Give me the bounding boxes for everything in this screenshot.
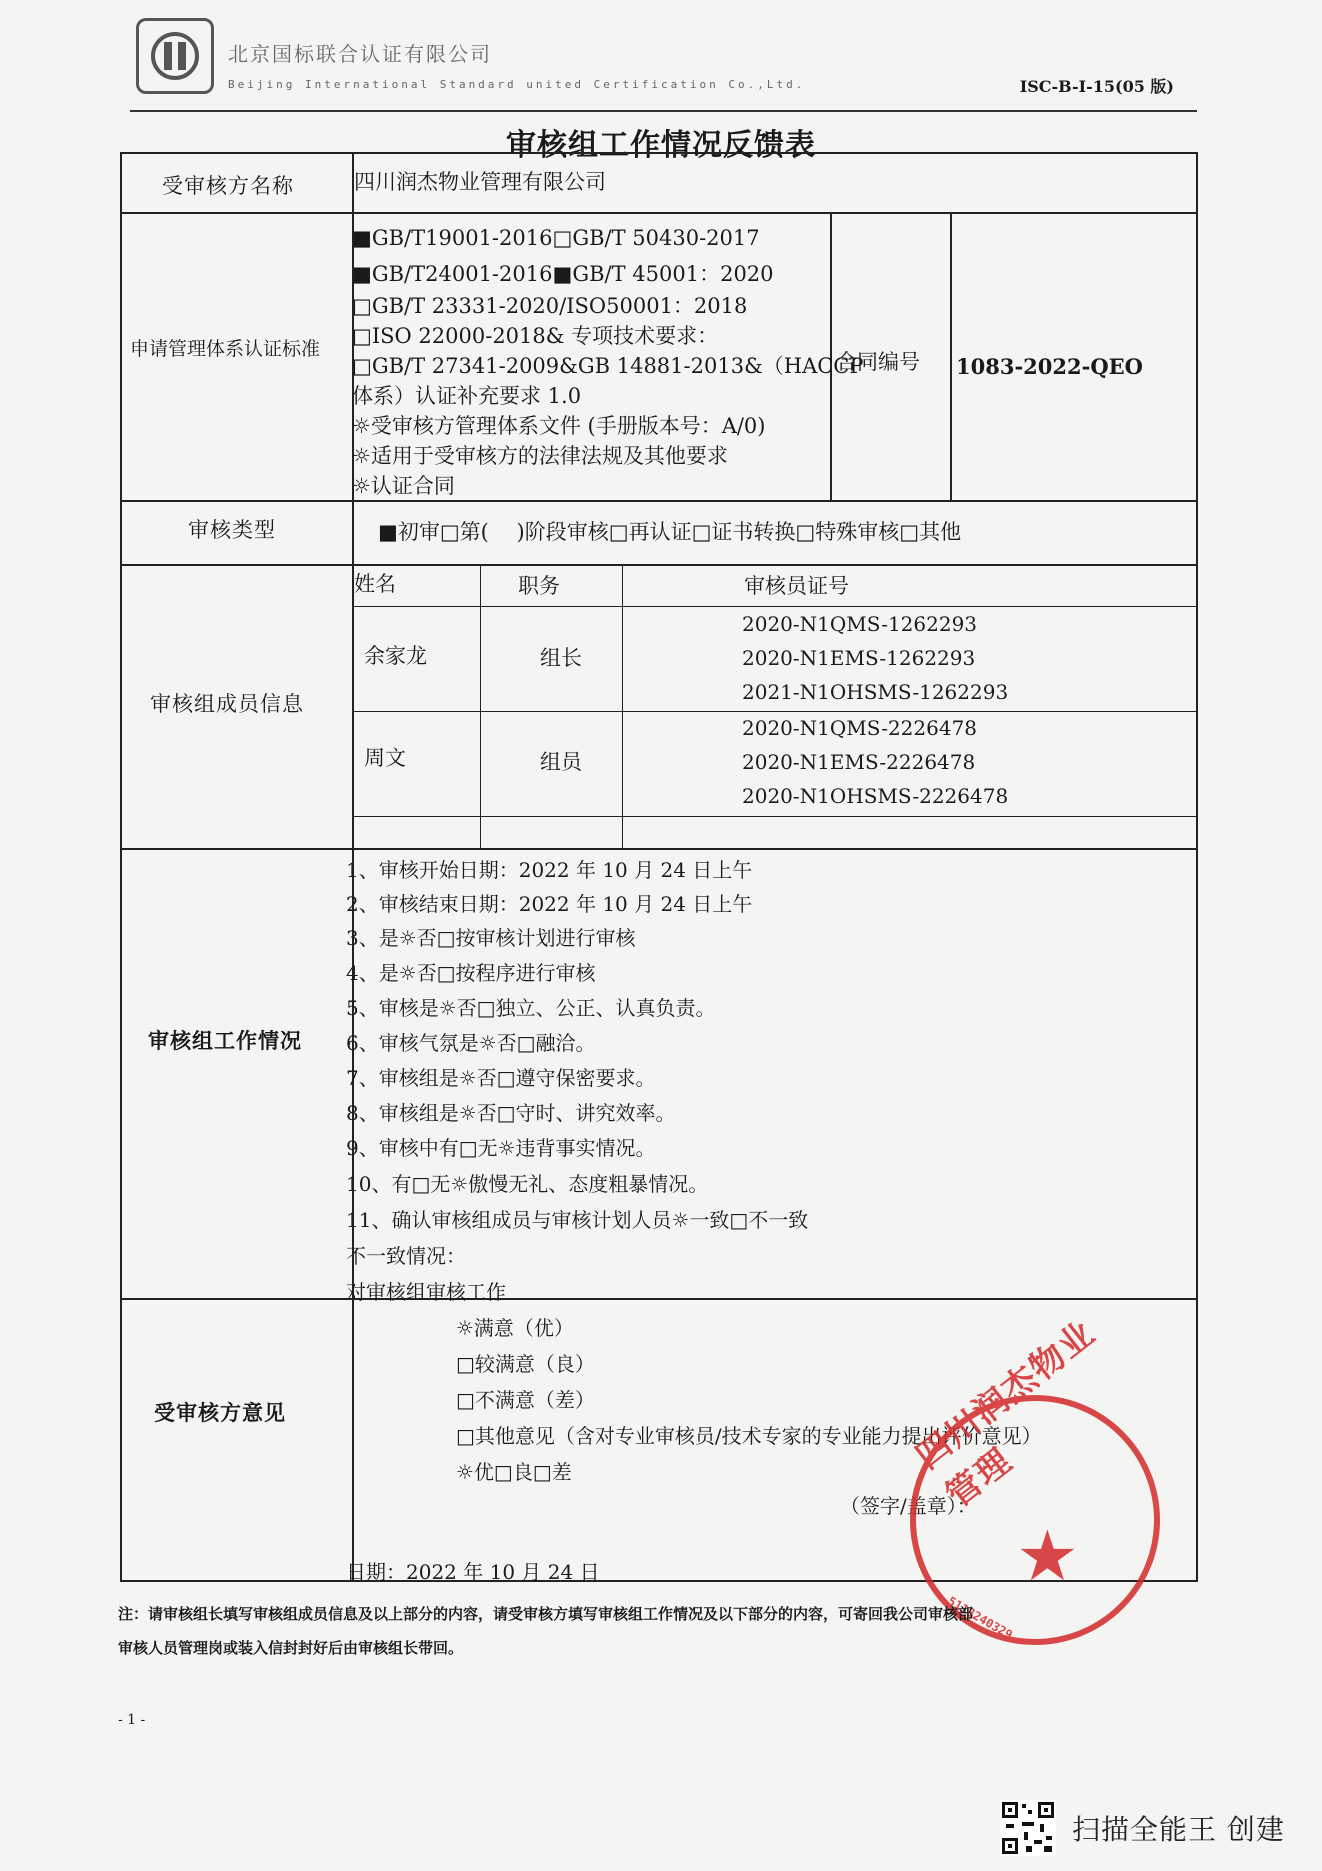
standard-line: □GB/T 23331-2020/ISO50001：2018 xyxy=(352,294,748,318)
member-cert: 2020-N1QMS-2226478 xyxy=(742,716,978,740)
col-divider xyxy=(622,564,623,848)
standard-line: 体系）认证补充要求 1.0 xyxy=(352,384,582,408)
seal-text: 四川润杰物业管理 xyxy=(908,1312,1104,1516)
header-divider xyxy=(130,110,1197,112)
col-divider xyxy=(950,212,952,500)
opinion-option: □不满意（差） xyxy=(456,1388,595,1412)
contract-no-label: 合同编号 xyxy=(836,350,920,374)
work-item: 7、审核组是☼否□遵守保密要求。 xyxy=(346,1066,656,1090)
work-item: 2、审核结束日期：2022 年 10 月 24 日上午 xyxy=(346,892,753,916)
company-name-en: Beijing International Standard united Certification Co.,Ltd. xyxy=(228,78,806,91)
signature-label: （签字/盖章）： xyxy=(840,1494,977,1518)
row-divider xyxy=(352,711,1196,712)
opinion-option: ☼优□良□差 xyxy=(456,1460,572,1484)
row-divider xyxy=(122,1298,1196,1300)
team-header-name: 姓名 xyxy=(354,572,396,596)
contract-no-value: 1083-2022-QEO xyxy=(956,354,1143,379)
standard-line: ■GB/T19001-2016□GB/T 50430-2017 xyxy=(352,226,760,250)
work-item: 9、审核中有□无☼违背事实情况。 xyxy=(346,1136,656,1160)
row-divider xyxy=(352,816,1196,817)
standards-label: 申请管理体系认证标准 xyxy=(130,338,321,360)
standard-line: □ISO 22000-2018& 专项技术要求： xyxy=(352,324,719,348)
company-logo xyxy=(136,18,214,94)
member-cert: 2020-N1OHSMS-2226478 xyxy=(742,784,1009,808)
footnote-line-1: 注：请审核组长填写审核组成员信息及以上部分的内容，请受审核方填写审核组工作情况及以下部分的内容，可寄回我公司审核部 xyxy=(118,1605,974,1623)
work-item: 1、审核开始日期：2022 年 10 月 24 日上午 xyxy=(346,858,753,882)
team-header-cert: 审核员证号 xyxy=(744,574,849,598)
page-title: 审核组工作情况反馈表 xyxy=(506,128,816,163)
member-cert: 2020-N1EMS-2226478 xyxy=(742,750,976,774)
logo-icon xyxy=(146,28,204,84)
seal-number: 5118240329 xyxy=(945,1593,1015,1643)
team-header-role: 职务 xyxy=(518,574,560,598)
work-item: 5、审核是☼否□独立、公正、认真负责。 xyxy=(346,996,716,1020)
work-item: 不一致情况： xyxy=(346,1244,466,1268)
member-role: 组员 xyxy=(540,750,582,774)
opinion-label: 受审核方意见 xyxy=(154,1400,286,1425)
standard-line: □GB/T 27341-2009&GB 14881-2013&（HACCP xyxy=(352,354,864,378)
col-divider xyxy=(480,564,481,848)
seal-star-icon: ★ xyxy=(1016,1515,1079,1597)
member-role: 组长 xyxy=(540,646,582,670)
work-item: 11、确认审核组成员与审核计划人员☼一致□不一致 xyxy=(346,1208,809,1232)
standard-line: ☼受审核方管理体系文件 (手册版本号：A/0) xyxy=(352,414,766,438)
auditee-value: 四川润杰物业管理有限公司 xyxy=(354,170,606,194)
opinion-intro: 对审核组审核工作 xyxy=(346,1280,506,1304)
row-divider xyxy=(122,212,1196,214)
work-item: 4、是☼否□按程序进行审核 xyxy=(346,961,596,985)
work-item: 10、有□无☼傲慢无礼、态度粗暴情况。 xyxy=(346,1172,709,1196)
company-name-cn: 北京国标联合认证有限公司 xyxy=(228,42,492,66)
opinion-date: 日期：2022 年 10 月 24 日 xyxy=(346,1560,600,1584)
auditee-label: 受审核方名称 xyxy=(162,174,294,198)
standard-line: ☼适用于受审核方的法律法规及其他要求 xyxy=(352,444,728,468)
member-cert: 2020-N1QMS-1262293 xyxy=(742,612,978,636)
footnote-line-2: 审核人员管理岗或装入信封封好后由审核组长带回。 xyxy=(118,1639,464,1657)
member-name: 余家龙 xyxy=(364,644,427,668)
document-code: ISC-B-I-15(05 版) xyxy=(1019,77,1174,96)
audit-type-label: 审核类型 xyxy=(188,518,276,542)
opinion-option: □较满意（良） xyxy=(456,1352,595,1376)
work-item: 6、审核气氛是☼否□融洽。 xyxy=(346,1031,596,1055)
scanner-watermark xyxy=(1000,1800,1285,1856)
work-item: 3、是☼否□按审核计划进行审核 xyxy=(346,926,636,950)
scanner-text: 扫描全能王 创建 xyxy=(1072,1813,1285,1846)
standard-line: ■GB/T24001-2016■GB/T 45001：2020 xyxy=(352,262,774,286)
member-name: 周文 xyxy=(364,746,406,770)
member-cert: 2020-N1EMS-1262293 xyxy=(742,646,976,670)
work-label: 审核组工作情况 xyxy=(148,1028,302,1053)
page-number: - 1 - xyxy=(118,1712,146,1728)
work-item: 8、审核组是☼否□守时、讲究效率。 xyxy=(346,1101,676,1125)
member-cert: 2021-N1OHSMS-1262293 xyxy=(742,680,1009,704)
row-divider xyxy=(352,606,1196,607)
team-label: 审核组成员信息 xyxy=(150,692,304,716)
row-divider xyxy=(122,500,1196,502)
standard-line: ☼认证合同 xyxy=(352,474,455,498)
row-divider xyxy=(122,564,1196,566)
audit-type-value: ■初审□第( )阶段审核□再认证□证书转换□特殊审核□其他 xyxy=(378,520,962,544)
opinion-option: □其他意见（含对专业审核员/技术专家的专业能力提出评价意见） xyxy=(456,1424,1042,1448)
qr-code-icon xyxy=(1000,1800,1056,1856)
opinion-option: ☼满意（优） xyxy=(456,1316,574,1340)
row-divider xyxy=(122,848,1196,850)
